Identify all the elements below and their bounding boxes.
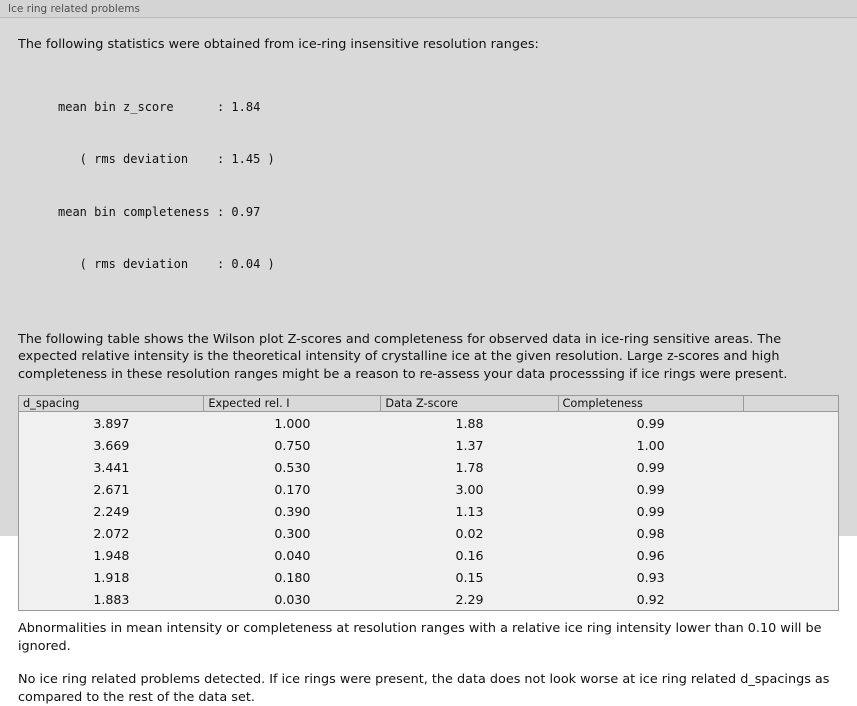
cell-d-spacing: 2.072 — [19, 522, 204, 544]
cell-data-z-score: 0.02 — [381, 522, 558, 544]
stats-line-2: mean bin completeness : 0.97 — [58, 204, 261, 219]
cell-d-spacing: 2.671 — [19, 478, 204, 500]
table-row[interactable] — [19, 522, 839, 544]
table-body — [19, 412, 839, 611]
cell-expected-rel-i: 0.750 — [204, 434, 381, 456]
cell-extra — [743, 434, 838, 456]
statistics-block — [58, 64, 839, 309]
table-header — [19, 396, 839, 412]
cell-extra — [743, 478, 838, 500]
cell-extra — [743, 544, 838, 566]
cell-d-spacing: 1.948 — [19, 544, 204, 566]
window-title: Ice ring related problems — [8, 2, 140, 15]
column-header-extra — [743, 396, 838, 412]
report-panel — [6, 18, 851, 705]
note-abnormalities: Abnormalities in mean intensity or completeness at resolution ranges with a relative ice ring intensity lower than 0.10 will be ignored. — [18, 621, 822, 654]
cell-data-z-score: 1.88 — [381, 412, 558, 435]
cell-completeness: 0.99 — [558, 456, 743, 478]
cell-data-z-score: 0.16 — [381, 544, 558, 566]
cell-extra — [743, 522, 838, 544]
cell-expected-rel-i: 0.040 — [204, 544, 381, 566]
table-row[interactable] — [19, 456, 839, 478]
cell-expected-rel-i: 0.170 — [204, 478, 381, 500]
cell-data-z-score: 0.15 — [381, 566, 558, 588]
cell-extra — [743, 412, 838, 435]
note-conclusion: No ice ring related problems detected. If ice rings were present, the data does not look worse at ice ring related d_spacings as compared to the rest of the data set. — [18, 672, 830, 705]
cell-d-spacing: 3.897 — [19, 412, 204, 435]
column-header-completeness: Completeness — [558, 396, 743, 412]
cell-d-spacing: 3.441 — [19, 456, 204, 478]
cell-extra — [743, 456, 838, 478]
stats-line-0: mean bin z_score : 1.84 — [58, 99, 261, 114]
cell-data-z-score: 1.78 — [381, 456, 558, 478]
stats-row — [58, 99, 839, 117]
cell-extra — [743, 500, 838, 522]
cell-completeness: 0.98 — [558, 522, 743, 544]
cell-extra — [743, 566, 838, 588]
window-titlebar — [0, 0, 857, 18]
column-header-d-spacing: d_spacing — [19, 396, 204, 412]
table-row[interactable] — [19, 544, 839, 566]
cell-expected-rel-i: 1.000 — [204, 412, 381, 435]
cell-completeness: 1.00 — [558, 434, 743, 456]
cell-completeness: 0.99 — [558, 412, 743, 435]
stats-line-3: ( rms deviation : 0.04 ) — [58, 257, 275, 271]
table-row[interactable] — [19, 478, 839, 500]
stats-row — [58, 256, 839, 274]
cell-expected-rel-i: 0.030 — [204, 588, 381, 611]
cell-d-spacing: 1.918 — [19, 566, 204, 588]
cell-completeness: 0.99 — [558, 478, 743, 500]
cell-extra — [743, 588, 838, 611]
cell-d-spacing: 3.669 — [19, 434, 204, 456]
description-text: The following table shows the Wilson plot Z-scores and completeness for observed data in ice-ring sensitive areas. The expected relative intensity is the theoretical intensity of crystalline ice at the given resolution. Large z-scores and high completeness in these resolution ranges might be a reason to re-assess your data processsing if ice rings were present. — [18, 331, 788, 382]
table-row[interactable] — [19, 500, 839, 522]
column-header-expected-rel-i: Expected rel. I — [204, 396, 381, 412]
column-header-data-z-score: Data Z-score — [381, 396, 558, 412]
cell-data-z-score: 1.37 — [381, 434, 558, 456]
cell-expected-rel-i: 0.300 — [204, 522, 381, 544]
cell-completeness: 0.99 — [558, 500, 743, 522]
ice-ring-table — [18, 395, 839, 611]
cell-completeness: 0.93 — [558, 566, 743, 588]
stats-row — [58, 151, 839, 169]
table-row[interactable] — [19, 588, 839, 611]
cell-data-z-score: 2.29 — [381, 588, 558, 611]
cell-expected-rel-i: 0.390 — [204, 500, 381, 522]
cell-data-z-score: 1.13 — [381, 500, 558, 522]
table-row[interactable] — [19, 412, 839, 435]
cell-completeness: 0.92 — [558, 588, 743, 611]
cell-d-spacing: 2.249 — [19, 500, 204, 522]
cell-completeness: 0.96 — [558, 544, 743, 566]
cell-d-spacing: 1.883 — [19, 588, 204, 611]
cell-expected-rel-i: 0.530 — [204, 456, 381, 478]
stats-line-1: ( rms deviation : 1.45 ) — [58, 152, 275, 166]
table-row[interactable] — [19, 566, 839, 588]
cell-expected-rel-i: 0.180 — [204, 566, 381, 588]
table-header-row — [19, 396, 839, 412]
table-row[interactable] — [19, 434, 839, 456]
cell-data-z-score: 3.00 — [381, 478, 558, 500]
intro-text: The following statistics were obtained from ice-ring insensitive resolution ranges: — [18, 37, 539, 52]
stats-row — [58, 204, 839, 222]
